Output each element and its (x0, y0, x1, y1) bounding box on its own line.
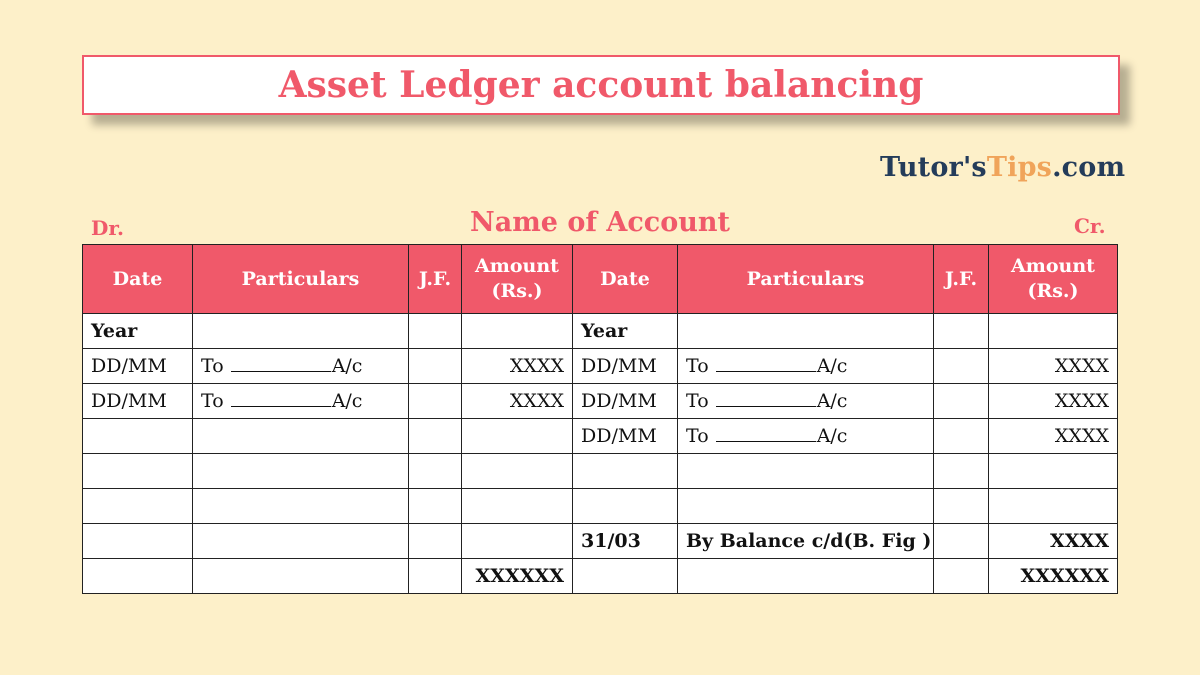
account-name-blank (231, 355, 331, 372)
dr-particulars-cell (193, 524, 409, 559)
cr-jf-cell (934, 384, 989, 419)
cr-particulars-header: Particulars (678, 245, 934, 314)
table-row (83, 454, 1118, 489)
cr-particulars-suffix: A/c (816, 390, 848, 412)
dr-amount-cell: XXXX (462, 384, 573, 419)
dr-particulars-cell (193, 454, 409, 489)
dr-particulars-cell (193, 349, 409, 384)
dr-date-header: Date (83, 245, 193, 314)
dr-amount-cell (462, 314, 573, 349)
dr-jf-cell (409, 489, 462, 524)
dr-particulars-text: To (201, 390, 224, 412)
cr-date-cell (573, 454, 678, 489)
cr-particulars-cell (678, 559, 934, 594)
table-row (83, 489, 1118, 524)
dr-amount-header (462, 245, 573, 314)
account-name-blank (231, 390, 331, 407)
dr-jf-cell (409, 419, 462, 454)
cr-amount-cell (989, 454, 1118, 489)
brand-part-3: .com (1052, 152, 1126, 183)
cr-amount-cell: XXXX (989, 349, 1118, 384)
dr-jf-cell (409, 559, 462, 594)
cr-amount-cell: XXXX (989, 524, 1118, 559)
cr-amount-cell: XXXX (989, 384, 1118, 419)
cr-particulars-suffix: A/c (816, 425, 848, 447)
cr-date-cell (573, 559, 678, 594)
dr-date-cell (83, 559, 193, 594)
dr-date-cell (83, 489, 193, 524)
cr-jf-cell (934, 454, 989, 489)
dr-particulars-cell (193, 419, 409, 454)
dr-jf-cell (409, 524, 462, 559)
dr-date-cell (83, 419, 193, 454)
cr-jf-header: J.F. (934, 245, 989, 314)
dr-date-cell (83, 454, 193, 489)
brand-part-1: Tutor's (880, 152, 987, 183)
header-row (83, 245, 1118, 314)
table-row (83, 419, 1118, 454)
dr-amount-cell: XXXX (462, 349, 573, 384)
cr-date-header: Date (573, 245, 678, 314)
dr-amount-cell (462, 524, 573, 559)
dr-jf-header: J.F. (409, 245, 462, 314)
table-row (83, 524, 1118, 559)
dr-date-cell: DD/MM (83, 349, 193, 384)
cr-date-cell: 31/03 (573, 524, 678, 559)
dr-jf-cell (409, 314, 462, 349)
cr-amount-cell (989, 489, 1118, 524)
cr-label: Cr. (1074, 214, 1106, 238)
cr-date-cell: DD/MM (573, 384, 678, 419)
dr-jf-cell (409, 384, 462, 419)
cr-particulars-cell (678, 384, 934, 419)
dr-amount-cell (462, 419, 573, 454)
page-title: Asset Ledger account balancing (278, 64, 924, 106)
cr-particulars-suffix: A/c (816, 355, 848, 377)
amount-header-line1: Amount (1011, 255, 1095, 278)
cr-amount-header (989, 245, 1118, 314)
cr-particulars-cell (678, 349, 934, 384)
dr-date-cell: DD/MM (83, 384, 193, 419)
cr-particulars-cell (678, 524, 934, 559)
cr-jf-cell (934, 419, 989, 454)
cr-particulars-cell (678, 489, 934, 524)
table-row (83, 384, 1118, 419)
table-row (83, 314, 1118, 349)
cr-jf-cell (934, 524, 989, 559)
dr-particulars-cell (193, 314, 409, 349)
title-box (82, 55, 1120, 115)
cr-particulars-cell (678, 419, 934, 454)
cr-jf-cell (934, 314, 989, 349)
cr-date-cell: DD/MM (573, 349, 678, 384)
dr-particulars-text: To (201, 355, 224, 377)
dr-particulars-suffix: A/c (331, 390, 363, 412)
dr-amount-cell (462, 454, 573, 489)
dr-jf-cell (409, 349, 462, 384)
account-name-blank (716, 425, 816, 442)
account-name-blank (716, 390, 816, 407)
amount-header-line2: (Rs.) (491, 280, 543, 302)
brand-part-2: Tips (986, 152, 1053, 183)
dr-amount-cell (462, 489, 573, 524)
table-row (83, 349, 1118, 384)
dr-jf-cell (409, 454, 462, 489)
dr-particulars-header: Particulars (193, 245, 409, 314)
dr-date-cell (83, 524, 193, 559)
cr-particulars-text: By Balance c/d(B. Fig ) (686, 530, 932, 552)
cr-particulars-text: To (686, 425, 709, 447)
cr-amount-cell: XXXXXX (989, 559, 1118, 594)
dr-particulars-cell (193, 384, 409, 419)
amount-header-line2: (Rs.) (1027, 280, 1079, 302)
dr-amount-cell: XXXXXX (462, 559, 573, 594)
cr-date-cell: Year (573, 314, 678, 349)
cr-particulars-cell (678, 314, 934, 349)
brand-logo (880, 152, 1125, 183)
cr-particulars-cell (678, 454, 934, 489)
dr-particulars-suffix: A/c (331, 355, 363, 377)
cr-jf-cell (934, 349, 989, 384)
ledger-table (82, 244, 1118, 594)
cr-jf-cell (934, 489, 989, 524)
dr-label: Dr. (91, 216, 125, 240)
cr-jf-cell (934, 559, 989, 594)
dr-date-cell: Year (83, 314, 193, 349)
cr-amount-cell (989, 314, 1118, 349)
cr-particulars-text: To (686, 355, 709, 377)
amount-header-line1: Amount (475, 255, 559, 278)
table-row (83, 559, 1118, 594)
cr-amount-cell: XXXX (989, 419, 1118, 454)
account-name-blank (716, 355, 816, 372)
dr-particulars-cell (193, 559, 409, 594)
cr-date-cell: DD/MM (573, 419, 678, 454)
cr-date-cell (573, 489, 678, 524)
account-name: Name of Account (470, 207, 730, 238)
cr-particulars-text: To (686, 390, 709, 412)
dr-particulars-cell (193, 489, 409, 524)
ledger-body (83, 314, 1118, 594)
